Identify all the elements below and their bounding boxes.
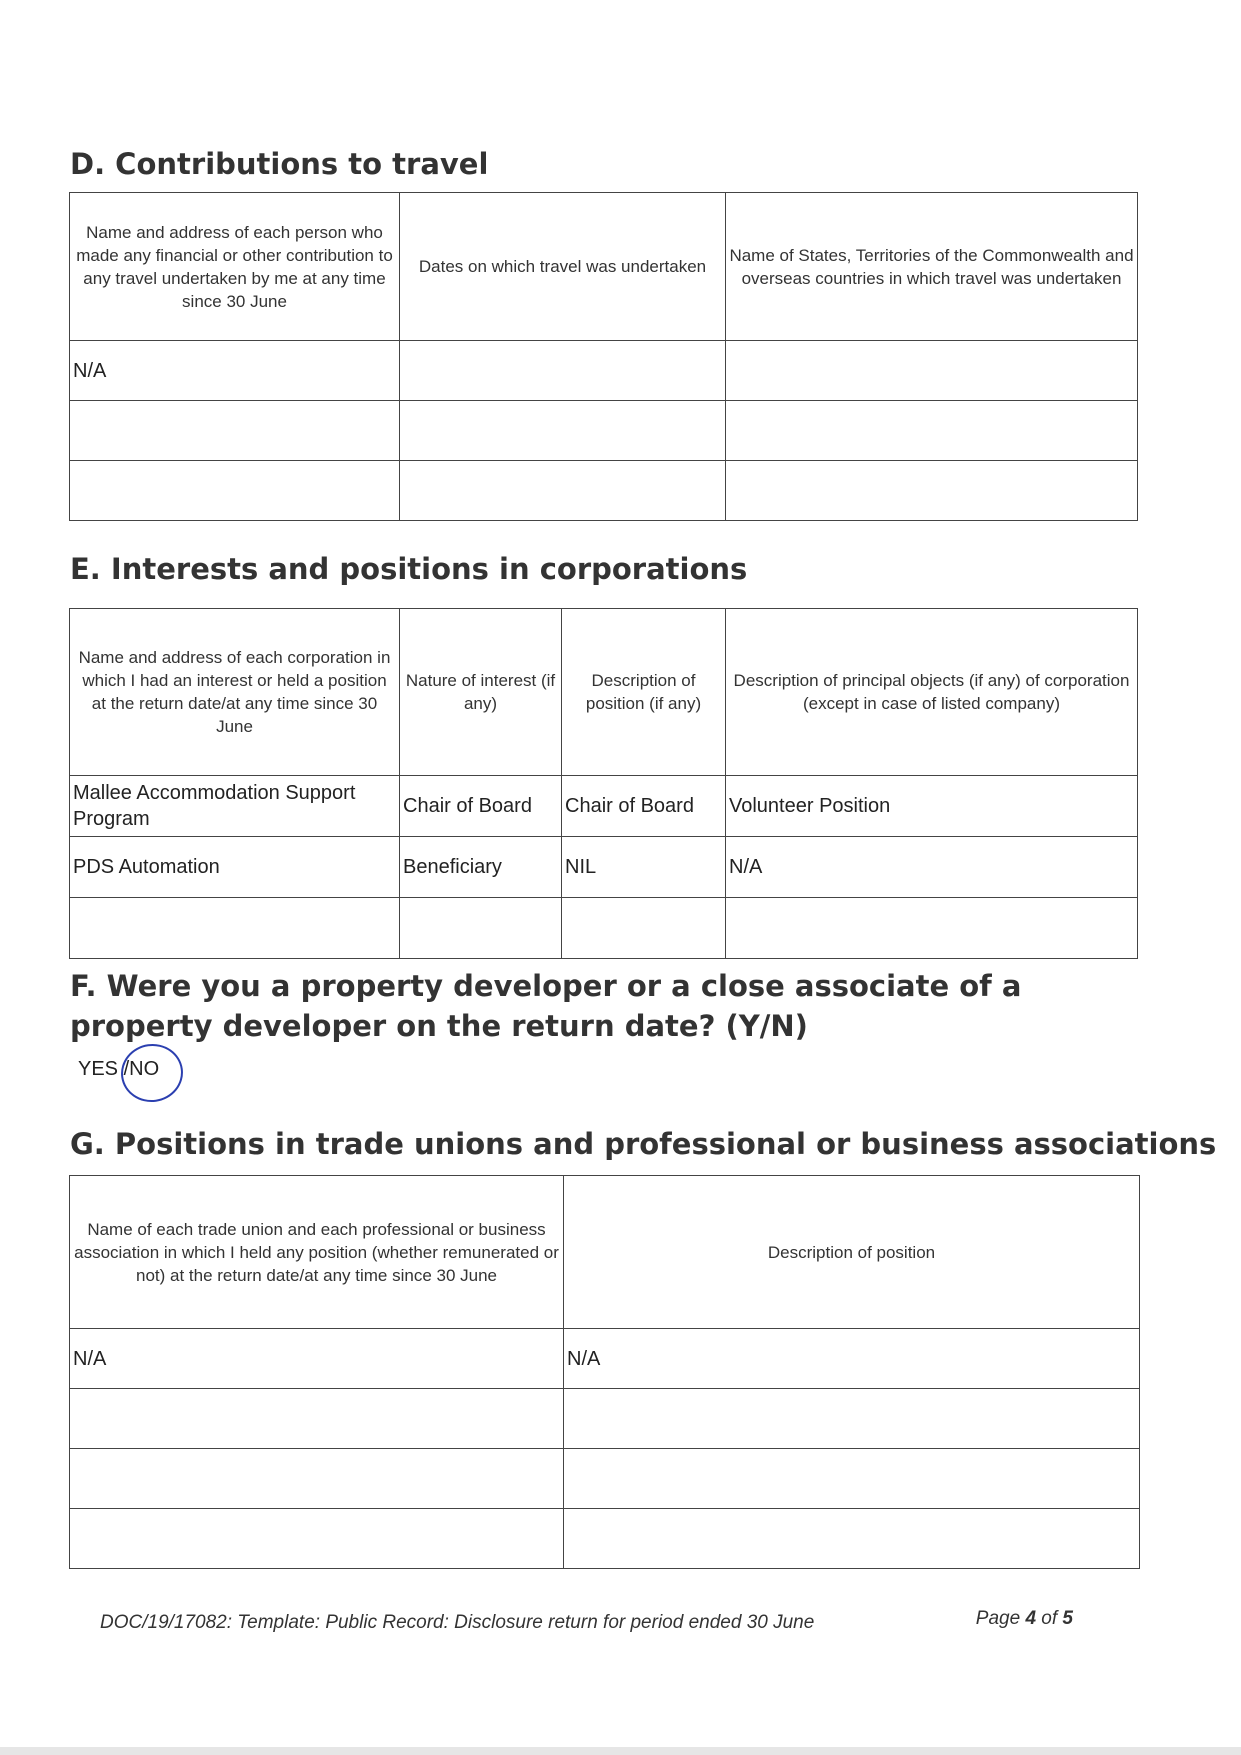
table-cell [564, 1449, 1140, 1509]
table-cell [400, 898, 562, 959]
answer-no: NO [129, 1058, 160, 1080]
table-row [70, 837, 1138, 898]
column-header: Dates on which travel was undertaken [400, 193, 726, 341]
table-cell [564, 1509, 1140, 1569]
table-cell: Volunteer Position [726, 776, 1138, 837]
table-cell [564, 1389, 1140, 1449]
table-cell [70, 1389, 564, 1449]
document-reference: DOC/19/17082: Template: Public Record: Disclosure return for period ended 30 June [100, 1612, 815, 1633]
table-cell: Beneficiary [400, 837, 562, 898]
table-row [70, 898, 1138, 959]
column-header: Description of principal objects (if any) of corporation (except in case of listed company) [726, 609, 1138, 776]
travel-contributions-table [69, 192, 1138, 521]
corporation-interests-table [69, 608, 1138, 959]
page-footer [100, 1608, 1073, 1634]
section-f-title: F. Were you a property developer or a close associate of a property developer on the return date? (Y/N) [70, 969, 1022, 1043]
table-cell [70, 1449, 564, 1509]
handwritten-circle-mark [117, 1040, 186, 1106]
table-row [70, 341, 1138, 401]
table-cell [70, 1509, 564, 1569]
table-cell: NIL [562, 837, 726, 898]
table-cell [726, 898, 1138, 959]
section-d-title: D. Contributions to travel [70, 147, 489, 181]
table-row [70, 401, 1138, 461]
table-header-row [70, 193, 1138, 341]
page-number [976, 1608, 1073, 1630]
table-row [70, 1389, 1140, 1449]
table-header-row [70, 1176, 1140, 1329]
answer-no-circled [129, 1058, 159, 1081]
table-cell [400, 341, 726, 401]
table-cell: N/A [70, 1329, 564, 1389]
table-cell: Chair of Board [562, 776, 726, 837]
column-header: Name of States, Territories of the Commonwealth and overseas countries in which travel was undertaken [726, 193, 1138, 341]
scan-edge-strip [0, 1747, 1241, 1755]
table-cell [726, 461, 1138, 521]
table-cell [400, 461, 726, 521]
table-cell: Chair of Board [400, 776, 562, 837]
table-cell: PDS Automation [70, 837, 400, 898]
table-cell: Mallee Accommodation Support Program [70, 776, 400, 837]
table-cell [726, 401, 1138, 461]
table-row [70, 1329, 1140, 1389]
table-cell [726, 341, 1138, 401]
property-developer-answer [78, 1058, 159, 1081]
table-cell: N/A [70, 341, 400, 401]
section-g-title: G. Positions in trade unions and professional or business associations [70, 1127, 1217, 1161]
table-cell [70, 461, 400, 521]
column-header: Description of position [564, 1176, 1140, 1329]
column-header: Name and address of each person who made any financial or other contribution to any travel undertaken by me at any time since 30 June [70, 193, 400, 341]
trade-union-positions-table [69, 1175, 1140, 1569]
table-header-row [70, 609, 1138, 776]
table-row [70, 1449, 1140, 1509]
page-current: 4 [1025, 1608, 1037, 1629]
table-cell: N/A [726, 837, 1138, 898]
table-cell [400, 401, 726, 461]
page-mid: of [1036, 1608, 1063, 1629]
column-header: Name and address of each corporation in which I had an interest or held a position at the return date/at any time since 30 June [70, 609, 400, 776]
table-cell: N/A [564, 1329, 1140, 1389]
answer-yes: YES / [78, 1058, 130, 1080]
table-cell [70, 401, 400, 461]
table-cell [70, 898, 400, 959]
table-row [70, 1509, 1140, 1569]
table-row [70, 776, 1138, 837]
table-cell [562, 898, 726, 959]
page-prefix: Page [975, 1608, 1026, 1629]
page-total: 5 [1062, 1608, 1073, 1629]
column-header: Description of position (if any) [562, 609, 726, 776]
column-header: Nature of interest (if any) [400, 609, 562, 776]
column-header: Name of each trade union and each professional or business association in which I held any position (whether remunerated or not) at the return date/at any time since 30 June [70, 1176, 564, 1329]
section-e-title: E. Interests and positions in corporations [70, 552, 748, 586]
table-row [70, 461, 1138, 521]
